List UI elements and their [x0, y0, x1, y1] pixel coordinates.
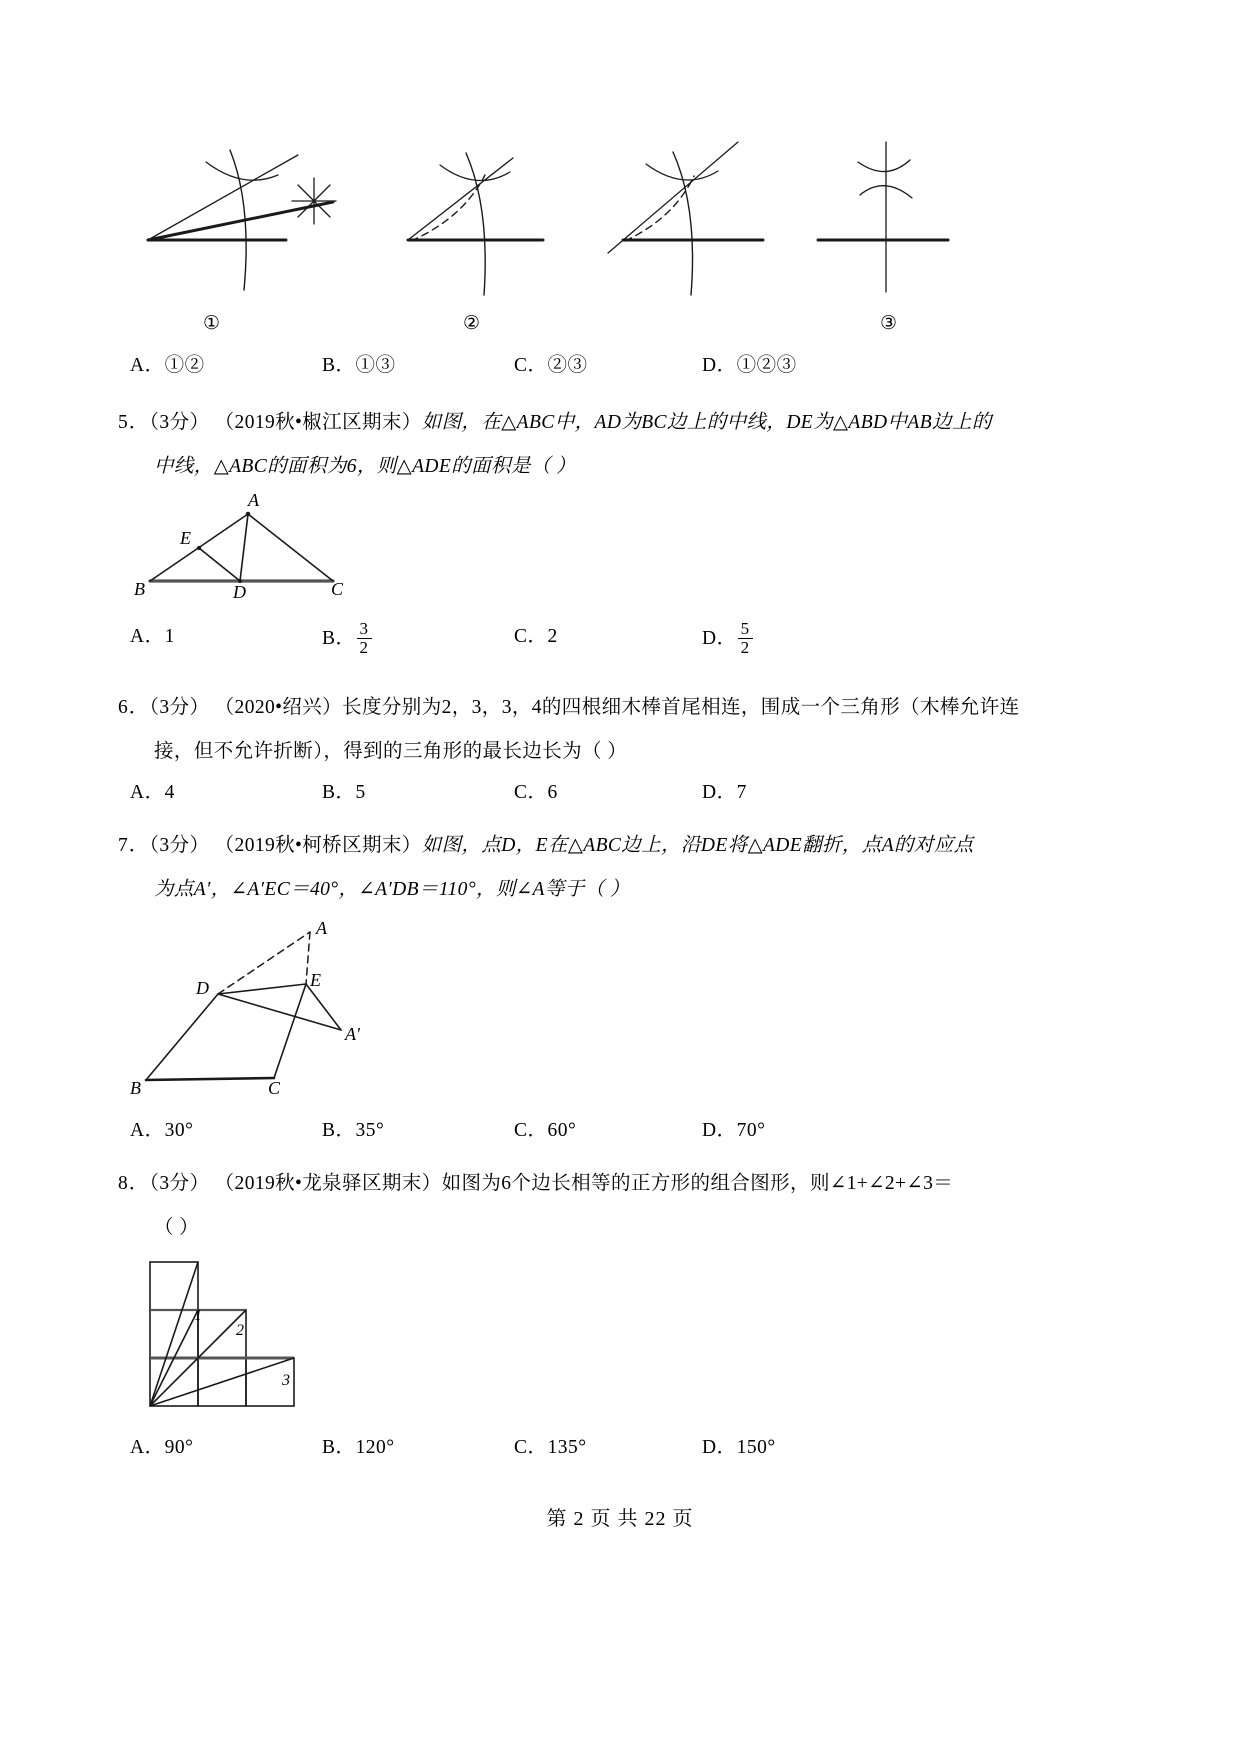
figure-label-2: ② — [463, 312, 481, 334]
question-8-line-2 — [118, 1206, 1128, 1250]
q5-option-b-prefix: B． — [322, 628, 356, 650]
question-5-figure — [128, 489, 448, 604]
q5-option-d-prefix: D． — [702, 628, 737, 650]
q7-option-a[interactable]: A．30° — [130, 1120, 194, 1141]
q8-score: （3分） — [149, 1173, 210, 1194]
angle-label-2: 2 — [236, 1322, 244, 1339]
question-6-line-2 — [118, 730, 1128, 774]
fraction-numerator: 5 — [740, 619, 750, 638]
question-7-figure — [128, 912, 488, 1102]
q5-score: （3分） — [149, 412, 210, 433]
q7-score: （3分） — [149, 835, 210, 856]
question-5-line-2 — [118, 445, 1128, 489]
question-6-options — [122, 776, 1128, 818]
vertex-label-e: E — [180, 528, 191, 548]
q5-text-2: 中线，△ABC的面积为6，则△ADE的面积是（ ） — [154, 456, 576, 477]
q7-option-b[interactable]: B．35° — [322, 1120, 385, 1141]
q7-number: 7． — [118, 835, 150, 856]
vertex-label-a: A — [248, 490, 259, 510]
q6-option-d[interactable]: D．7 — [702, 782, 747, 803]
question-5-line-1 — [118, 401, 1128, 445]
q8-option-c[interactable]: C．135° — [514, 1437, 587, 1458]
q7-option-c[interactable]: C．60° — [514, 1120, 577, 1141]
question-7-line-2 — [118, 868, 1128, 912]
q4-option-b[interactable]: B．①③ — [322, 355, 396, 376]
q8-number: 8． — [118, 1173, 150, 1194]
q5-option-a[interactable]: A．1 — [130, 626, 175, 647]
vertex-label-d: D — [233, 582, 246, 602]
q8-source: （2019秋•龙泉驿区期末） — [214, 1173, 442, 1194]
triangle-abc-svg — [128, 489, 448, 604]
q6-option-c[interactable]: C．6 — [514, 782, 558, 803]
q8-text-2: （ ） — [154, 1217, 200, 1238]
q6-number: 6． — [118, 697, 150, 718]
vertex-label-c: C — [268, 1078, 281, 1098]
vertex-label-a: A — [316, 918, 327, 938]
question-8-figure — [132, 1250, 452, 1425]
q5-number: 5． — [118, 412, 150, 433]
vertex-label-e: E — [310, 970, 321, 990]
q6-text-2: 接，但不允许折断），得到的三角形的最长边长为（ ） — [154, 741, 628, 762]
folded-triangle-svg — [128, 912, 488, 1102]
q5-text-1: 如图，在△ABC中，AD为BC边上的中线，DE为△ABD中AB边上的 — [421, 412, 992, 433]
q7-text-2: 为点A′，∠A′EC＝40°，∠A′DB＝110°，则∠A等于（ ） — [154, 879, 630, 900]
fraction-five-halves — [738, 620, 753, 658]
vertex-label-b: B — [134, 579, 145, 599]
vertex-label-c: C — [331, 579, 344, 599]
q4-option-c[interactable]: C．②③ — [514, 355, 588, 376]
question-7-line-1 — [118, 824, 1128, 868]
q6-option-a[interactable]: A．4 — [130, 782, 175, 803]
question-4-options — [122, 349, 1128, 391]
q8-option-a[interactable]: A．90° — [130, 1437, 194, 1458]
question-6-line-1 — [118, 686, 1128, 730]
q8-text-1: 如图为6个边长相等的正方形的组合图形，则∠1+∠2+∠3＝ — [441, 1173, 954, 1194]
q5-source: （2019秋•椒江区期末） — [214, 412, 422, 433]
question-5-options — [122, 620, 1128, 670]
page-content — [118, 120, 1128, 1473]
q8-option-d[interactable]: D．150° — [702, 1437, 776, 1458]
fraction-numerator: 3 — [359, 619, 369, 638]
q6-option-b[interactable]: B．5 — [322, 782, 366, 803]
figure-label-1: ① — [203, 312, 221, 334]
construction-diagrams-svg — [118, 120, 1118, 345]
question-7-options — [122, 1114, 1128, 1156]
q5-option-d[interactable] — [702, 620, 754, 658]
q6-score: （3分） — [149, 697, 210, 718]
angle-label-3: 3 — [282, 1372, 290, 1389]
q4-option-d[interactable]: D．①②③ — [702, 355, 797, 376]
q8-option-b[interactable]: B．120° — [322, 1437, 395, 1458]
q6-source: （2020•绍兴） — [214, 697, 343, 718]
q4-option-a[interactable]: A．①② — [130, 355, 205, 376]
fraction-three-halves — [357, 620, 372, 658]
question-8-options — [122, 1431, 1128, 1473]
fraction-denominator: 2 — [738, 638, 753, 657]
q6-text-1: 长度分别为2，3，3，4的四根细木棒首尾相连，围成一个三角形（木棒允许连 — [342, 697, 1020, 718]
page-footer — [0, 1502, 1240, 1531]
question-8-line-1 — [118, 1162, 1128, 1206]
page-number-text: 第 2 页 共 22 页 — [546, 1508, 694, 1530]
q5-option-c[interactable]: C．2 — [514, 626, 558, 647]
fraction-denominator: 2 — [357, 638, 372, 657]
q7-text-1: 如图，点D，E在△ABC边上，沿DE将△ADE翻折，点A的对应点 — [421, 835, 974, 856]
q5-option-b[interactable] — [322, 620, 373, 658]
vertex-label-a-prime: A' — [345, 1024, 360, 1044]
question-4-figure — [118, 120, 1118, 345]
six-squares-svg — [132, 1250, 452, 1425]
vertex-label-d: D — [196, 978, 209, 998]
vertex-label-b: B — [130, 1078, 141, 1098]
q7-source: （2019秋•柯桥区期末） — [214, 835, 422, 856]
figure-label-3: ③ — [880, 312, 898, 334]
angle-label-1: 1 — [194, 1307, 202, 1324]
q7-option-d[interactable]: D．70° — [702, 1120, 766, 1141]
